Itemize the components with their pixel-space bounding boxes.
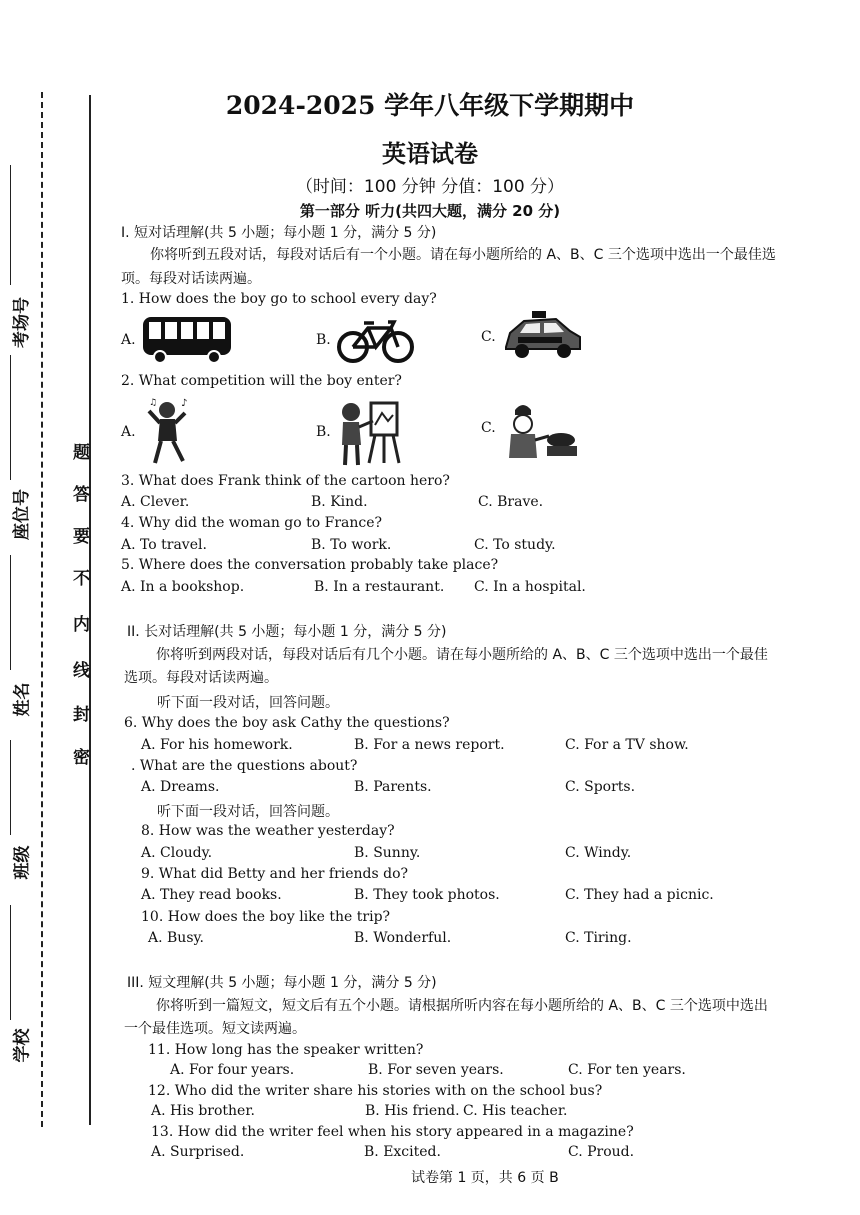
option-a: A. To travel. [121, 537, 207, 553]
question-2: 2. What competition will the boy enter? [121, 373, 402, 389]
option-c: C. Windy. [565, 845, 632, 861]
listen-instruction: 听下面一段对话，回答问题。 [157, 695, 339, 711]
question-9: 9. What did Betty and her friends do? [141, 866, 409, 882]
option-a: A. Surprised. [151, 1144, 245, 1160]
section1-heading: I. 短对话理解(共 5 小题；每小题 1 分，满分 5 分) [121, 225, 437, 241]
option-b: B. To work. [311, 537, 392, 553]
option-c: C. In a hospital. [474, 579, 586, 595]
question-1: 1. How does the boy go to school every day? [121, 291, 437, 307]
option-c: C. For a TV show. [565, 737, 689, 753]
seal-char: 不 [73, 569, 90, 589]
section2-instruction: 选项。每段对话读两遍。 [124, 670, 278, 686]
option-a: A. His brother. [151, 1103, 255, 1119]
option-c: C. They had a picnic. [565, 887, 714, 903]
school-blank[interactable] [10, 905, 11, 1020]
cooking-boy-icon [505, 400, 580, 460]
question-13: 13. How did the writer feel when his story appeared in a magazine? [151, 1124, 634, 1140]
svg-text:♫: ♫ [149, 398, 158, 408]
seal-char: 答 [73, 485, 90, 505]
option-b: B. Kind. [311, 494, 368, 510]
option-c: C. Tiring. [565, 930, 632, 946]
section2-instruction: 你将听到两段对话，每段对话后有几个小题。请在每小题所给的 A、B、C 三个选项中选出一个最佳 [156, 647, 768, 663]
seal-char: 题 [73, 443, 90, 463]
section2-heading: II. 长对话理解(共 5 小题；每小题 1 分，满分 5 分) [127, 624, 447, 640]
option-c: C. His teacher. [463, 1103, 568, 1119]
option-c: C. Brave. [478, 494, 544, 510]
option-a: A. Dreams. [141, 779, 220, 795]
seat-blank[interactable] [10, 355, 11, 480]
part1-heading: 第一部分 听力(共四大题，满分 20 分) [299, 202, 561, 220]
name-label: 姓名 [12, 682, 33, 717]
seal-char: 内 [73, 615, 90, 635]
painting-boy-icon [335, 397, 405, 467]
question-6: 6. Why does the boy ask Cathy the questions? [124, 715, 450, 731]
option-c: C. Proud. [568, 1144, 635, 1160]
option-c: C. For ten years. [568, 1062, 686, 1078]
cut-line-dashed [41, 92, 43, 1127]
seal-char: 密 [73, 748, 90, 768]
option-b: B. His friend. [365, 1103, 460, 1119]
taxi-icon [500, 309, 584, 361]
section3-instruction: 你将听到一篇短文，短文后有五个小题。请根据所听内容在每小题所给的 A、B、C 三个选项中选出 [156, 998, 768, 1014]
listen-instruction: 听下面一段对话，回答问题。 [157, 804, 339, 820]
option-a: A. Cloudy. [141, 845, 213, 861]
time-info: （时间：100 分钟 分值：100 分） [295, 177, 565, 197]
singing-boy-icon [145, 397, 195, 467]
seal-char: 封 [73, 705, 90, 725]
class-blank[interactable] [10, 740, 11, 835]
exam-room-label: 考场号 [12, 297, 32, 348]
question-12: 12. Who did the writer share his stories with on the school bus? [148, 1083, 603, 1099]
seat-label: 座位号 [12, 489, 32, 540]
option-label: B. [316, 424, 331, 440]
option-b: B. They took photos. [354, 887, 500, 903]
question-10: 10. How does the boy like the trip? [141, 909, 391, 925]
option-a: A. Clever. [121, 494, 190, 510]
question-8: 8. How was the weather yesterday? [141, 823, 395, 839]
class-label: 班级 [12, 845, 33, 880]
option-a: A. For his homework. [141, 737, 293, 753]
seal-char: 要 [73, 527, 90, 547]
option-b: B. In a restaurant. [314, 579, 445, 595]
option-label: B. [316, 332, 331, 348]
option-b: B. Wonderful. [354, 930, 452, 946]
question-3: 3. What does Frank think of the cartoon hero? [121, 473, 450, 489]
question-11: 11. How long has the speaker written? [148, 1042, 424, 1058]
option-a: A. They read books. [141, 887, 282, 903]
seal-char: 线 [73, 661, 90, 681]
section3-instruction: 一个最佳选项。短文读两遍。 [124, 1021, 306, 1037]
section3-heading: III. 短文理解(共 5 小题；每小题 1 分，满分 5 分) [127, 975, 437, 991]
option-c: C. To study. [474, 537, 556, 553]
option-a: A. Busy. [148, 930, 204, 946]
question-4: 4. Why did the woman go to France? [121, 515, 383, 531]
page-subtitle: 英语试卷 [382, 140, 478, 168]
option-b: B. Sunny. [354, 845, 421, 861]
option-b: B. For seven years. [368, 1062, 504, 1078]
school-label: 学校 [12, 1028, 33, 1063]
option-b: B. Excited. [364, 1144, 441, 1160]
page-footer: 试卷第 1 页，共 6 页 B [411, 1170, 559, 1186]
question-7: . What are the questions about? [131, 758, 358, 774]
option-b: B. For a news report. [354, 737, 505, 753]
bus-icon [140, 313, 235, 365]
option-label: C. [481, 329, 496, 345]
option-b: B. Parents. [354, 779, 432, 795]
option-label: A. [121, 424, 136, 440]
option-c: C. Sports. [565, 779, 636, 795]
bicycle-icon [336, 318, 416, 364]
section1-instruction: 你将听到五段对话，每段对话后有一个小题。请在每小题所给的 A、B、C 三个选项中选出一个最佳选 [150, 247, 776, 263]
option-label: A. [121, 332, 136, 348]
section1-instruction: 项。每段对话读两遍。 [121, 271, 261, 287]
svg-text:♪: ♪ [181, 398, 188, 409]
option-label: C. [481, 420, 496, 436]
option-a: A. In a bookshop. [121, 579, 245, 595]
name-blank[interactable] [10, 555, 11, 670]
question-5: 5. Where does the conversation probably take place? [121, 557, 499, 573]
option-a: A. For four years. [170, 1062, 295, 1078]
page-title: 2024-2025 学年八年级下学期期中 [225, 91, 635, 120]
